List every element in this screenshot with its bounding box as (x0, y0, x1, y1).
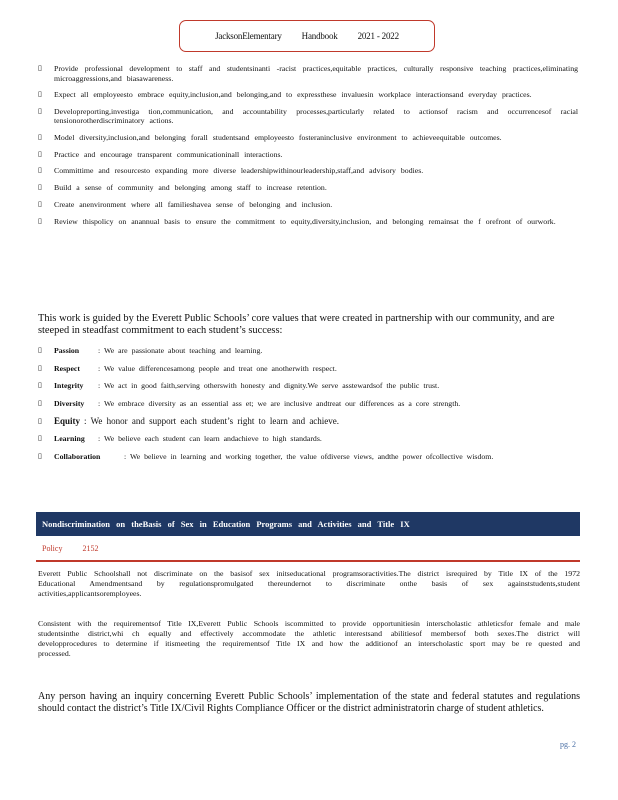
section-banner: Nondiscrimination on theBasis of Sex in Education Programs and Activities and Title IX (36, 512, 580, 536)
policy-number: 2152 (82, 544, 99, 553)
value-desc: : We are passionate about teaching and learning. (98, 346, 263, 355)
list-item (38, 107, 578, 126)
list-item (38, 217, 578, 227)
bullet-text: Developreporting,investiga tion,communication, and accountability processes,particularly related to actionsof racism and occurrencesof racial tensionorotherdiscriminatory actions. (54, 106, 578, 126)
header-box (179, 20, 435, 52)
bullet-text: Build a sense of community and belonging among staff to increase retention. (54, 183, 327, 193)
value-desc: : We honor and support each student’s right to learn and achieve. (84, 415, 340, 426)
bullet-text: Practice and encourage transparent communicationinall interactions. (54, 149, 283, 159)
value-item (38, 399, 578, 409)
header-school: JacksonElementary (215, 31, 282, 41)
bullet-text: Model diversity,inclusion,and belonging forall studentsand employeesto fosteraninclusive environment to achieveequitable outcomes. (54, 133, 502, 143)
value-item (38, 434, 578, 444)
value-item (38, 452, 578, 462)
value-desc: : We embrace diversity as an essential ass et; we are inclusive andtreat our differences as a core strength. (98, 399, 461, 409)
list-item (38, 183, 578, 193)
value-item (38, 381, 578, 391)
bullet-icon: ▯ (38, 399, 42, 408)
value-item (38, 346, 578, 356)
bullet-text: Create anenvironment where all familieshavea sense of belonging and inclusion. (54, 199, 333, 209)
value-desc: : We act in good faith,serving otherswith honesty and dignity.We serve asstewardsof the public trust. (98, 381, 440, 391)
paragraph-inquiry: Any person having an inquiry concerning Everett Public Schools’ implementation of the state and federal statutes and regulations should contact the district’s Title IX/Civil Rights Compliance Officer or the district administratorin charge of student athletics. (38, 691, 580, 714)
value-desc: : We value differencesamong people and treat one anotherwith respect. (98, 363, 337, 373)
bullet-icon: ▯ (38, 434, 42, 443)
value-item (38, 364, 578, 374)
value-term: Respect (54, 363, 80, 373)
value-term: Integrity (54, 381, 84, 391)
bullet-icon: ▯ (38, 64, 42, 72)
header-years: 2021 - 2022 (357, 31, 399, 41)
bullet-icon: ▯ (38, 363, 42, 372)
value-term: Learning (54, 434, 85, 444)
section-divider (36, 560, 580, 562)
value-term: Equity (54, 415, 81, 426)
bullet-text: Review thispolicy on anannual basis to ensure the commitment to equity,diversity,inclusion, and belonging remainsat the f orefront of ourwork. (54, 216, 556, 226)
bullet-text: Committime and resourcesto expanding more diverse leadershipwithinourleadership,staff,and advisory bodies. (54, 166, 424, 176)
value-term: Diversity (54, 399, 85, 409)
value-term: Collaboration (54, 452, 101, 462)
list-item (38, 133, 578, 143)
bullet-icon: ▯ (38, 149, 42, 158)
value-desc: : We believe in learning and working together, the value ofdiverse views, andthe power ofcollective wisdom. (124, 452, 494, 462)
paragraph-athletics: Consistent with the requirementsof Title IX,Everett Public Schools iscommitted to provide opportunitiesin interscholastic athleticsfor female and male studentsinthe district,whi ch equally and effectively accommodate the athletic interestsand abilitiesof membersof both sexes.The district will developprocedures to determine if itismeeting the requirementsof Title IX and how the additionof an interscholastic sport may be re quested and processed. (38, 619, 580, 658)
value-desc: : We believe each student can learn andachieve to high standards. (98, 434, 322, 444)
paragraph-nondiscrimination: Everett Public Schoolshall not discriminate on the basisof sex initseducational programsoractivities.The district isrequired by Title IX of the 1972 Educational Amendmentsand by regulationspromulgated thereundernot to discriminate onthe basis of sex againststudents,student activities,applicantsoremployees. (38, 569, 580, 598)
bullet-icon: ▯ (38, 199, 42, 208)
bullet-icon: ▯ (38, 183, 42, 192)
bullet-icon: ▯ (38, 90, 42, 99)
bullet-icon: ▯ (38, 216, 42, 225)
bullet-icon: ▯ (38, 452, 42, 461)
list-item (38, 90, 578, 100)
bullet-icon: ▯ (38, 106, 42, 115)
policy-word: Policy (42, 544, 63, 553)
core-values-list (38, 346, 578, 470)
value-term: Passion (54, 346, 80, 355)
header-doc: Handbook (301, 31, 338, 41)
bullet-text: Expect all employeesto embrace equity,inclusion,and belonging,and to expressthese invaluesin workplace interactionsand everyday practices. (54, 90, 532, 100)
core-values-intro: This work is guided by the Everett Public Schools’ core values that were created in partnership with our community, and are steeped in steadfast commitment to each student’s success: (38, 313, 555, 336)
policy-label (42, 544, 118, 553)
bullet-icon: ▯ (38, 381, 42, 390)
action-bullet-list (38, 64, 578, 233)
list-item (38, 166, 578, 176)
bullet-icon: ▯ (38, 166, 42, 175)
list-item (38, 150, 578, 160)
list-item (38, 64, 578, 83)
page-number: pg. 2 (560, 740, 576, 749)
bullet-icon: ▯ (38, 346, 42, 354)
bullet-icon: ▯ (38, 416, 42, 425)
value-item (38, 417, 578, 427)
list-item (38, 200, 578, 210)
bullet-text: Provide professional development to staff and studentsinanti -racist practices,equitable practices, culturally responsive teaching practices,eliminating microaggressions,and biasawareness. (54, 64, 578, 83)
bullet-icon: ▯ (38, 133, 42, 142)
